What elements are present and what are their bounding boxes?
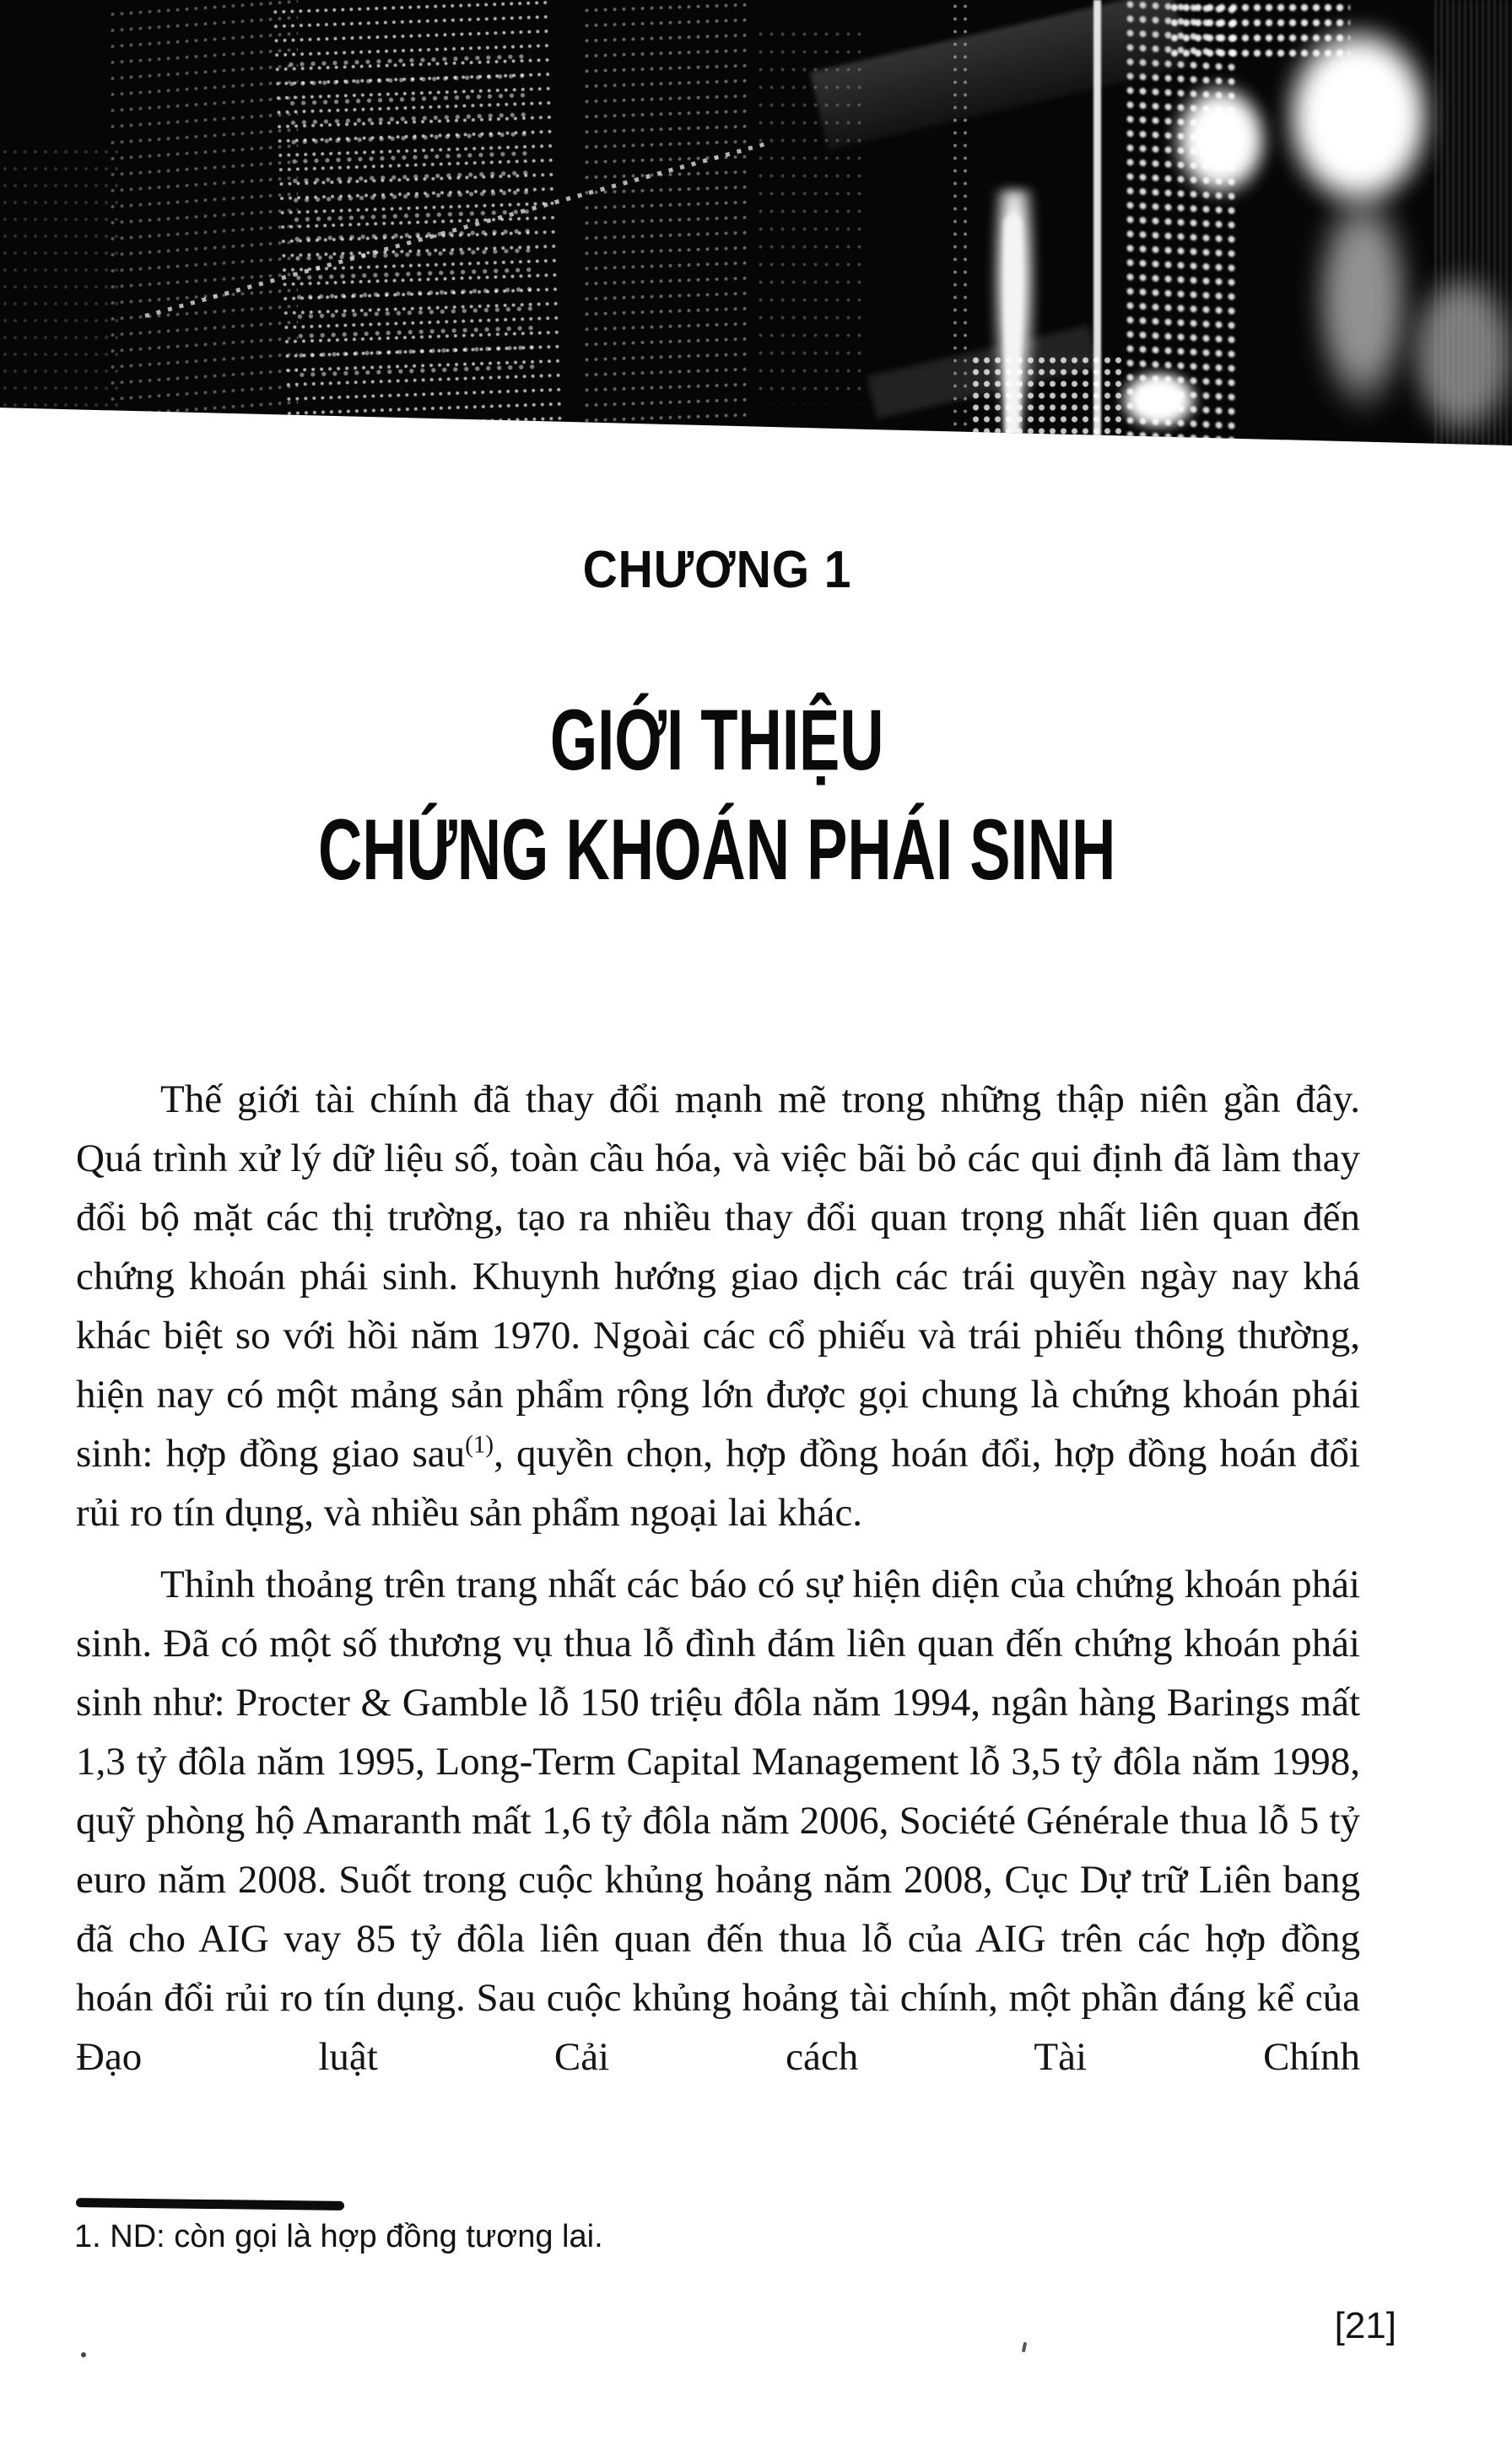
ticker-dots-texture (0, 143, 118, 439)
footnote-text: 1. ND: còn gọi là hợp đồng tương lai. (74, 2219, 603, 2254)
ticker-dots-texture (1169, 0, 1350, 61)
ticker-dots-texture (285, 46, 542, 392)
photo-edge-texture (1434, 0, 1512, 445)
ticker-dots-texture (970, 354, 1126, 439)
bokeh-light-blob (1119, 370, 1199, 430)
paragraph-1-continuation: , quyền chọn, hợp đồng hoán đổi, hợp đồng hoán đổi rủi ro tín dụng, và nhiều sản phẩm ngoại lai khác. (76, 1432, 1360, 1535)
chapter-header-photo (0, 0, 1512, 445)
ticker-dots-texture (108, 0, 298, 445)
bokeh-light-blob (1312, 181, 1413, 418)
ticker-dots-texture (582, 0, 751, 441)
chapter-title-line1: GIỚI THIỆU (550, 692, 884, 788)
paragraph-1 (76, 1070, 1360, 1542)
page-number: [21] (1334, 2305, 1396, 2346)
paragraph-1-text: Thế giới tài chính đã thay đổi mạnh mẽ trong những thập niên gần đây. Quá trình xử lý dữ liệu số, toàn cầu hóa, và việc bãi bỏ các qui định đã làm thay đổi bộ mặt các thị trường, tạo ra nhiều thay đổi quan trọng nhất liên quan đến chứng khoán phái sinh. Khuynh hướng giao dịch các trái quyền ngày nay khá khác biệt so với hồi năm 1970. Ngoài các cổ phiếu và trái phiếu thông thường, hiện nay có một mảng sản phẩm rộng lớn được gọi chung là chứng khoán phái sinh: hợp đồng giao sau (76, 1077, 1360, 1476)
bokeh-light-blob (1171, 81, 1271, 199)
footnote-divider-rule (76, 2198, 344, 2211)
scan-speck (1022, 2342, 1027, 2353)
chapter-title (0, 685, 1434, 904)
chapter-title-line2: CHỨNG KHOÁN PHÁI SINH (318, 802, 1116, 898)
footnote-reference-marker: (1) (465, 1431, 494, 1459)
scan-speck (81, 2352, 86, 2357)
paragraph-2: Thỉnh thoảng trên trang nhất các báo có sự hiện diện của chứng khoán phái sinh. Đã có một số thương vụ thua lỗ đình đám liên quan đến chứng khoán phái sinh như: Procter & Gamble lỗ 150 triệu đôla năm 1994, ngân hàng Barings mất 1,3 tỷ đôla năm 1995, Long-Term Capital Management lỗ 3,5 tỷ đôla năm 1998, quỹ phòng hộ Amaranth mất 1,6 tỷ đôla năm 2006, Société Générale thua lỗ 5 tỷ euro năm 2008. Suốt trong cuộc khủng hoảng năm 2008, Cục Dự trữ Liên bang đã cho AIG vay 85 tỷ đôla liên quan đến thua lỗ của AIG trên các hợp đồng hoán đổi rủi ro tín dụng. Sau cuộc khủng hoảng tài chính, một phần đáng kể của Đạo luật Cải cách Tài Chính (76, 1563, 1360, 2079)
body-text (76, 1070, 1360, 2086)
chapter-label: CHƯƠNG 1 (582, 541, 852, 599)
